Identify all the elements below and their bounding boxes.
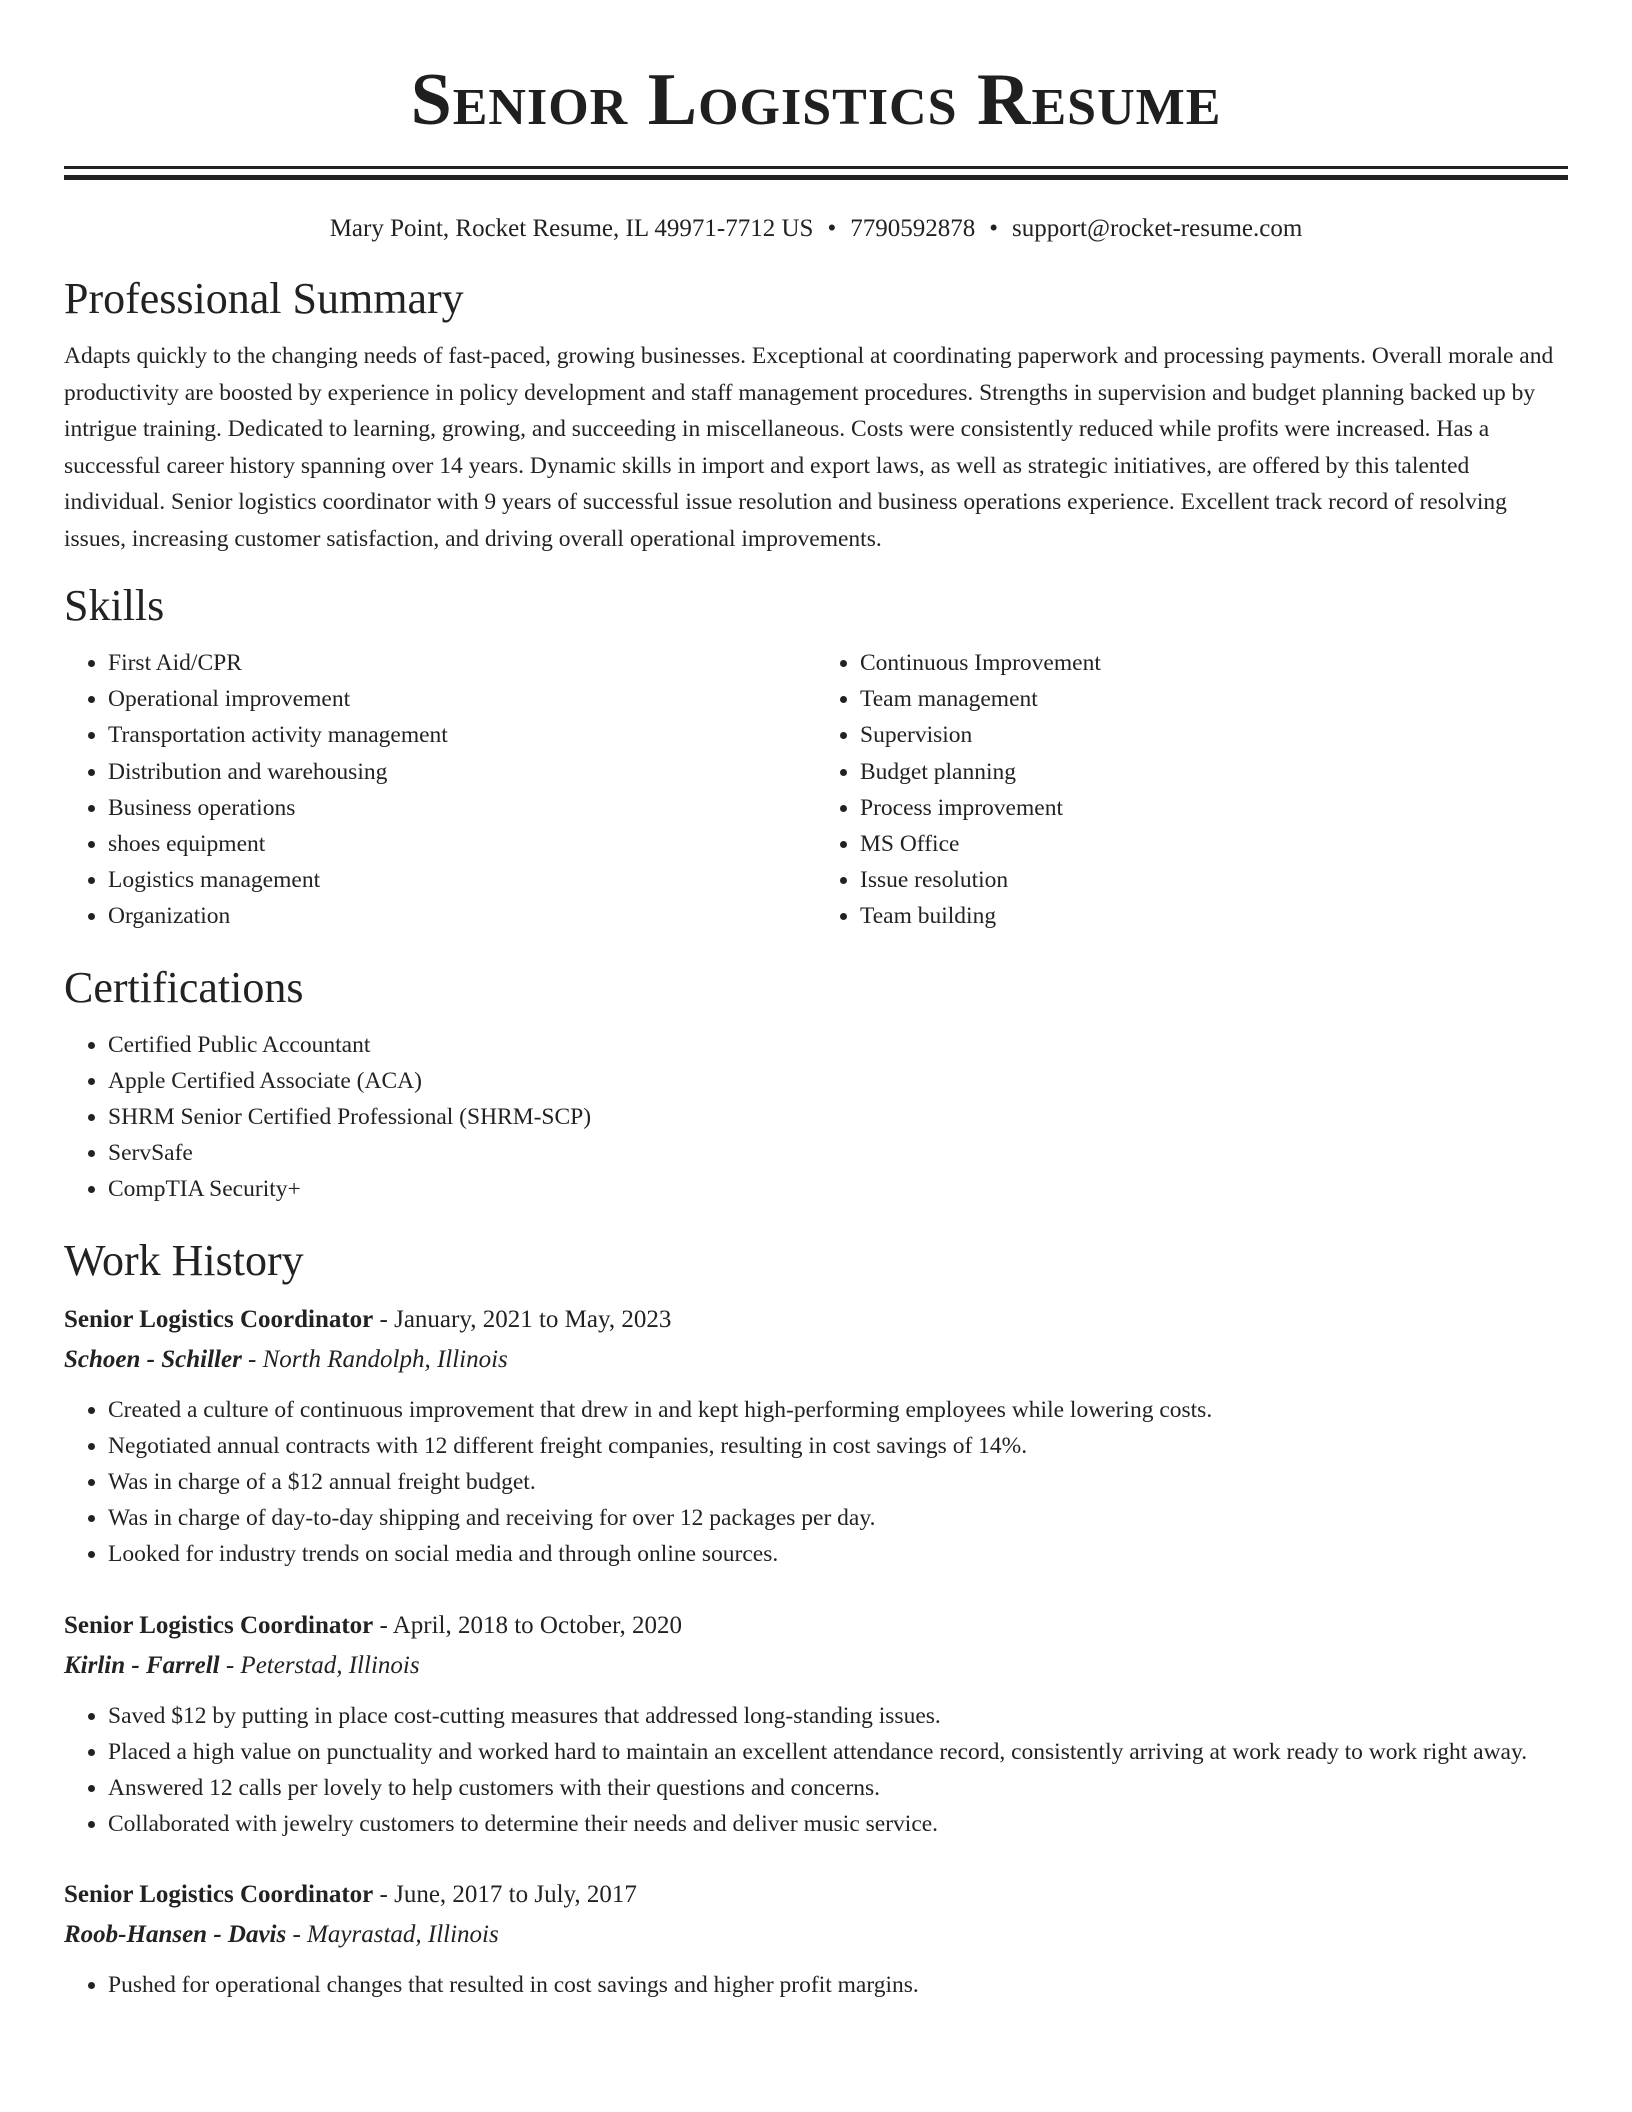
job-dates: - April, 2018 to October, 2020: [373, 1611, 682, 1639]
skill-item: • Distribution and warehousing: [108, 754, 816, 790]
company-line: [64, 1915, 1568, 1955]
certifications-heading: Certifications: [64, 962, 304, 1012]
skill-item: • Budget planning: [860, 754, 1568, 790]
job-title-line: [64, 1875, 1568, 1915]
skill-item: • shoes equipment: [108, 826, 816, 862]
skill-item: • MS Office: [860, 826, 1568, 862]
contact-address: Mary Point, Rocket Resume, IL 49971-7712 US: [329, 215, 814, 242]
company-line: [64, 1340, 1568, 1380]
company-location: - North Randolph, Illinois: [241, 1345, 508, 1373]
job-bullets: [64, 1967, 1568, 2003]
skills-list-left: [64, 645, 816, 935]
certification-item: • SHRM Senior Certified Professional (SHRM-SCP): [108, 1099, 1568, 1135]
certification-item: • Certified Public Accountant: [108, 1027, 1568, 1063]
title-rule-bottom: [64, 175, 1568, 180]
job-title: Senior Logistics Coordinator: [64, 1305, 374, 1333]
company-name: Kirlin - Farrell: [64, 1651, 220, 1679]
job-bullets: [64, 1698, 1568, 1843]
company-line: [64, 1646, 1568, 1686]
company-location: - Peterstad, Illinois: [219, 1651, 420, 1679]
skill-item: • Issue resolution: [860, 862, 1568, 898]
work-history-heading: Work History: [64, 1235, 304, 1285]
resume-title: Senior Logistics Resume: [410, 59, 1222, 141]
contact-phone: 7790592878: [850, 215, 976, 242]
certification-item: • ServSafe: [108, 1135, 1568, 1171]
contact-email: support@rocket-resume.com: [1012, 215, 1303, 242]
skill-item: • Operational improvement: [108, 681, 816, 717]
job-title: Senior Logistics Coordinator: [64, 1881, 374, 1909]
job-entry: [64, 1606, 1568, 1843]
job-bullets: [64, 1392, 1568, 1573]
certification-item: • CompTIA Security+: [108, 1171, 1568, 1207]
title-rule-top: [64, 166, 1568, 169]
summary-heading: Professional Summary: [64, 274, 464, 323]
skill-item: • Organization: [108, 898, 816, 934]
job-title: Senior Logistics Coordinator: [64, 1611, 374, 1639]
summary-text: Adapts quickly to the changing needs of fast-paced, growing businesses. Exceptional at coordinating paperwork and processing payments. Overall morale and productivity are boosted by experience in policy development and staff management procedures. Strengths in supervision and budget planning backed up by intrigue training. Dedicated to learning, growing, and succeeding in miscellaneous. Costs were consistently reduced while profits were increased. Has a successful career history spanning over 14 years. Dynamic skills in import and export laws, as well as strategic initiatives, are offered by this talented individual. Senior logistics coordinator with 9 years of successful issue resolution and business operations experience. Excellent track record of resolving issues, increasing customer satisfaction, and driving overall operational improvements.: [64, 343, 1554, 552]
skill-item: • Team management: [860, 681, 1568, 717]
job-title-line: [64, 1606, 1568, 1646]
skills-columns: [64, 645, 1568, 935]
job-bullet: • Created a culture of continuous improvement that drew in and kept high-performing employees while lowering costs.: [108, 1392, 1568, 1428]
job-entry: [64, 1300, 1568, 1573]
skills-heading: Skills: [64, 581, 165, 630]
job-bullet: • Collaborated with jewelry customers to determine their needs and deliver music service.: [108, 1806, 1568, 1842]
job-bullet: • Answered 12 calls per lovely to help customers with their questions and concerns.: [108, 1770, 1568, 1806]
company-name: Roob-Hansen - Davis: [64, 1921, 287, 1949]
certification-item: • Apple Certified Associate (ACA): [108, 1063, 1568, 1099]
certifications-list: [64, 1027, 1568, 1208]
job-bullet: • Pushed for operational changes that resulted in cost savings and higher profit margins.: [108, 1967, 1568, 2003]
company-location: - Mayrastad, Illinois: [286, 1921, 499, 1949]
company-name: Schoen - Schiller: [64, 1345, 242, 1373]
job-bullet: • Looked for industry trends on social media and through online sources.: [108, 1536, 1568, 1572]
skills-list-right: [816, 645, 1568, 935]
job-title-line: [64, 1300, 1568, 1340]
job-bullet: • Was in charge of day-to-day shipping and receiving for over 12 packages per day.: [108, 1500, 1568, 1536]
skill-item: • Process improvement: [860, 790, 1568, 826]
job-bullet: • Saved $12 by putting in place cost-cutting measures that addressed long-standing issues.: [108, 1698, 1568, 1734]
job-dates: - June, 2017 to July, 2017: [373, 1881, 637, 1909]
skill-item: • Supervision: [860, 717, 1568, 753]
contact-separator: •: [827, 215, 837, 242]
skill-item: • Team building: [860, 898, 1568, 934]
contact-separator: •: [989, 215, 998, 242]
skill-item: • Business operations: [108, 790, 816, 826]
contact-line: [64, 212, 1568, 246]
skill-item: • Logistics management: [108, 862, 816, 898]
job-bullet: • Negotiated annual contracts with 12 different freight companies, resulting in cost savings of 14%.: [108, 1428, 1568, 1464]
job-dates: - January, 2021 to May, 2023: [373, 1305, 672, 1333]
job-bullet: • Was in charge of a $12 annual freight budget.: [108, 1464, 1568, 1500]
skill-item: • Transportation activity management: [108, 717, 816, 753]
job-entry: [64, 1875, 1568, 2003]
job-bullet: • Placed a high value on punctuality and worked hard to maintain an excellent attendance record, consistently arriving at work ready to work right away.: [108, 1734, 1568, 1770]
skill-item: • First Aid/CPR: [108, 645, 816, 681]
skill-item: • Continuous Improvement: [860, 645, 1568, 681]
